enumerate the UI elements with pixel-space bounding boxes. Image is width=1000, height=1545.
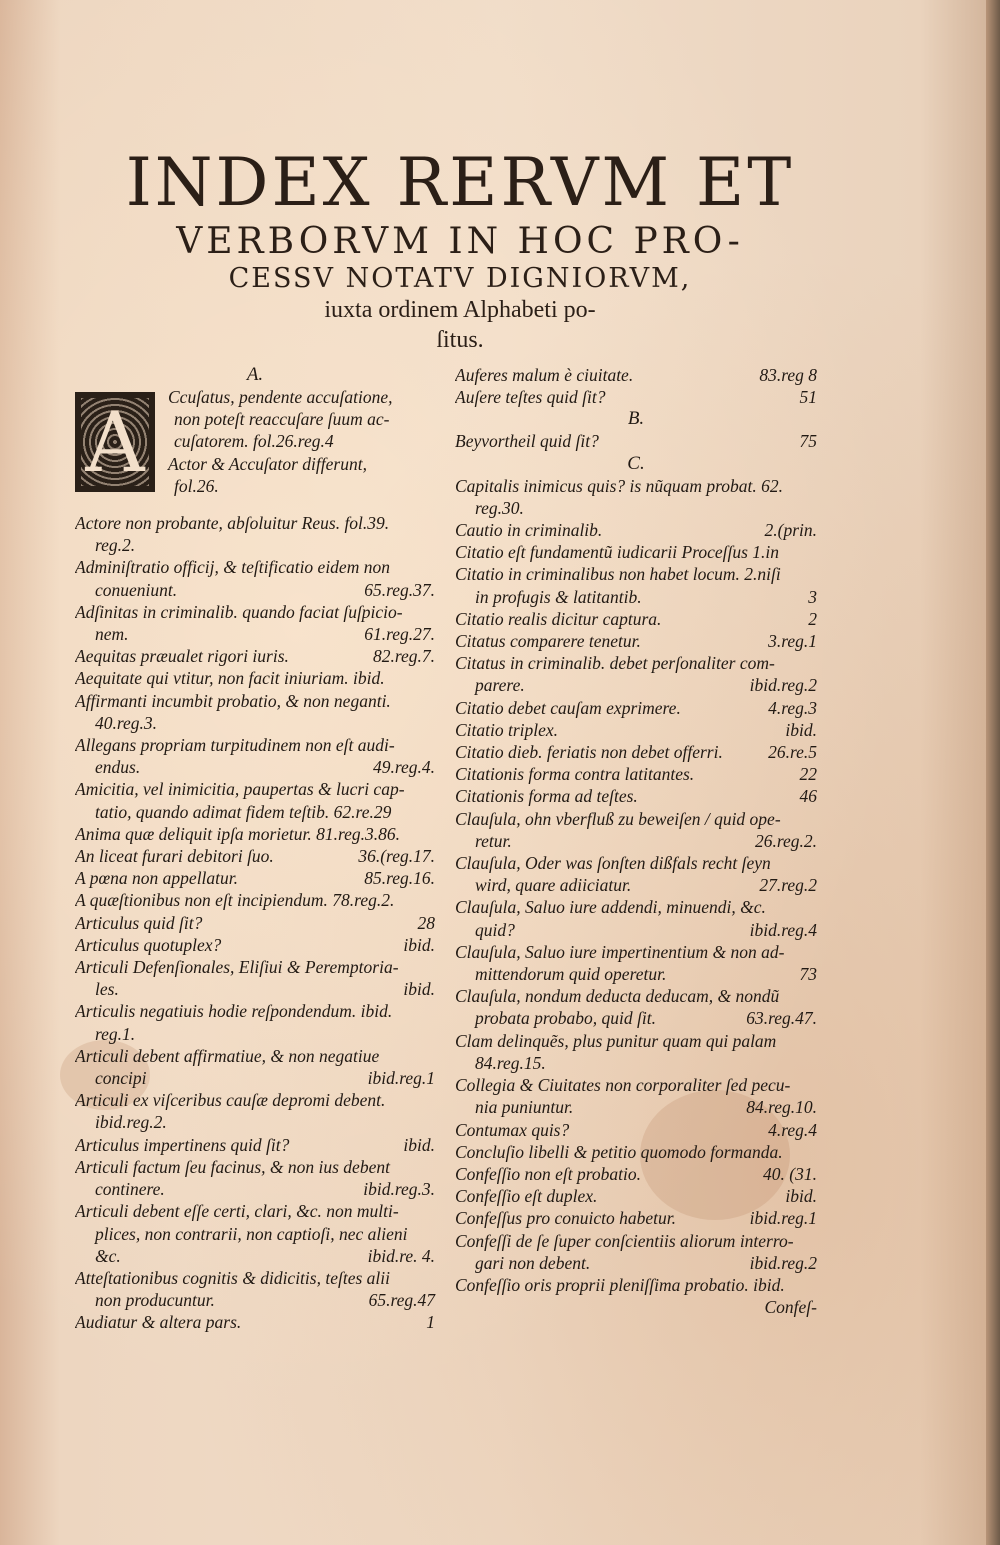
entry-text-line: Adſinitas in criminalib. quando faciat ſuſpicio- [75,601,403,622]
entry-text-line: Articulus quid ſit? [75,912,203,933]
entry-reference: 83.reg 8 [759,365,817,385]
entry-text-line: Concluſio libelli & petitio quomodo formanda. [455,1141,783,1162]
entry-text-line: Allegans propriam turpitudinem non eſt audi- [75,735,395,756]
entry-reference: ibid.reg.1 [367,1068,435,1089]
title-line-2: VERBORVM IN HOC PRO- [176,221,744,262]
left-entries [75,512,435,1334]
entry-reference: 3 [808,586,817,607]
entry-text-line: Articuli factum ſeu facinus, & non ius debent [75,1156,390,1177]
entry-text-line: Articuli debent eſſe certi, clari, &c. non multi- [75,1201,399,1222]
entry-text-line: Clauſula, Saluo iure impertinentium & non ad- [455,941,785,962]
index-entry [75,1267,435,1311]
right-column [455,364,817,1318]
entry-text-line: Auferes malum è ciuitate. [455,365,634,385]
index-entry [455,1230,817,1274]
entry-reference: 3.reg.1 [768,631,817,652]
index-entry [75,556,435,600]
entry-text-line: Citatus comparere tenetur. [455,631,641,652]
entry-reference: 65.reg.47 [368,1290,435,1311]
entry-reference: 40. (31. [763,1163,817,1184]
index-entry [455,364,817,386]
index-entry [455,541,817,563]
intro-text-line: non poteſt reaccuſare ſuum ac- [174,409,390,430]
entry-text-line: reg.30. [475,497,524,518]
entry-text-line: Citatio triplex. [455,719,559,740]
entry-reference: ibid.reg.2 [749,675,817,696]
index-entry [75,645,435,667]
index-entry [455,1141,817,1163]
initial-block [75,386,435,512]
entry-text-line: mittendorum quid operetur. [475,964,667,985]
index-entry [455,1119,817,1141]
index-entry [75,912,435,934]
drop-cap-letter: A [85,396,145,491]
entry-reference: 22 [799,764,817,785]
title-line-5: ſitus. [436,327,484,353]
entry-reference: 4.reg.4 [768,1119,817,1140]
index-entry [455,652,817,696]
entry-text-line: Citationis forma ad teſtes. [455,786,638,807]
entry-text-line: A quæſtionibus non eſt incipiendum. 78.reg.2. [75,890,395,911]
entry-reference: 36.(reg.17. [358,846,435,867]
entry-reference: 2 [808,608,817,629]
entry-text-line: Clam delinquẽs, plus punitur quam qui palam [455,1030,777,1051]
entry-text-line: 40.reg.3. [95,712,158,733]
entry-text-line: ibid.reg.2. [95,1112,167,1133]
entry-text-line: plices, non contrarii, non captioſi, nec alieni [95,1223,408,1244]
entry-text-line: non producuntur. [95,1290,215,1311]
index-entry [75,1000,435,1044]
entry-text-line: gari non debent. [475,1252,591,1273]
entry-reference: ibid. [403,1134,435,1155]
entry-text-line: tatio, quando adimat fidem teſtib. 62.re.29 [95,801,392,822]
entry-text-line: Confeſſio oris proprii pleniſſima probatio. ibid. [455,1274,785,1295]
entry-text-line: Actore non probante, abſoluitur Reus. fol.39. [75,513,390,533]
entry-text-line: Clauſula, nondum deducta deducam, & nondũ [455,986,780,1007]
entry-text-line: retur. [475,830,512,851]
section-letter-a: A. [246,364,264,385]
index-entry [75,512,435,556]
entry-reference: 1 [426,1312,435,1333]
entry-text-line: Citationis forma contra latitantes. [455,764,695,785]
entry-reference: 26.reg.2. [754,830,817,851]
index-entry [75,734,435,778]
index-entry [455,808,817,852]
entry-reference: ibid. [785,719,817,740]
right-entries-a [455,364,817,408]
entry-text-line: probata probabo, quid ſit. [475,1008,657,1029]
index-entry [75,1134,435,1156]
index-entry [455,741,817,763]
entry-text-line: les. [95,979,119,1000]
index-entry [455,896,817,940]
entry-text-line: Articuli Defenſionales, Eliſiui & Peremptoria- [75,957,399,978]
index-entry [455,563,817,607]
index-entry [455,386,817,408]
entry-text-line: Clauſula, Oder was ſonſten dißfals recht ſeyn [455,853,771,874]
index-entry [75,1089,435,1133]
entry-text-line: Articulis negatiuis hodie reſpondendum. ibid. [75,1001,393,1022]
entry-reference: 63.reg.47. [746,1008,817,1029]
index-entry [455,785,817,807]
index-entry [455,852,817,896]
entry-reference: 2.(prin. [764,520,817,541]
entry-text-line: Anima quæ deliquit ipſa morietur. 81.reg.3.86. [75,823,401,844]
index-entry [455,985,817,1029]
entry-text-line: Articulus quotuplex? [75,934,222,955]
index-entry [75,778,435,822]
entry-reference: ibid. [785,1186,817,1207]
entry-text-line: Citatio in criminalibus non habet locum. 2.niſi [455,564,781,585]
entry-text-line: Confeſſio non eſt probatio. [455,1163,642,1184]
entry-reference: 82.reg.7. [372,646,435,667]
entry-text-line: Citatio debet cauſam exprimere. [455,697,681,718]
entry-text-line: Citatio realis dicitur captura. [455,608,662,629]
right-entries-c [455,475,817,1297]
entry-reference: 75 [799,431,817,452]
index-entry [455,1274,817,1296]
entry-reference: 85.reg.16. [364,868,435,889]
intro-entry [168,386,435,497]
entry-text-line: 84.reg.15. [475,1052,546,1073]
intro-text-line: Ccuſatus, pendente accuſatione, [168,387,393,407]
entry-text-line: Clauſula, ohn vberfluß zu beweiſen / quid ope- [455,808,781,829]
entry-reference: ibid.reg.4 [749,919,817,940]
index-entry [455,630,817,652]
entry-reference: 73 [799,964,817,985]
entry-text-line: Cautio in criminalib. [455,520,603,541]
entry-text-line: in profugis & latitantib. [475,586,642,607]
index-entry [75,1200,435,1267]
index-entry [455,763,817,785]
index-entry [455,475,817,519]
page-edge [986,0,1000,1545]
index-entry [455,1030,817,1074]
decorated-initial [75,392,155,492]
entry-text-line: Clauſula, Saluo iure addendi, minuendi, &c. [455,897,766,918]
index-entry [455,719,817,741]
entry-text-line: nia puniuntur. [475,1097,574,1118]
entry-text-line: nem. [95,624,129,645]
catchword: Confeſ- [764,1296,817,1317]
entry-text-line: wird, quare adiiciatur. [475,875,632,896]
catchword-row [455,1296,817,1318]
title-line-3: CESSV NOTATV DIGNIORVM, [228,263,692,294]
entry-reference: ibid.re. 4. [367,1245,435,1266]
title-line-1: INDEX RERVM ET [125,144,795,221]
index-entry [75,601,435,645]
entry-text-line: Auſere teſtes quid ſit? [455,387,606,408]
entry-text-line: Contumax quis? [455,1119,570,1140]
entry-text-line: Confeſſi de ſe ſuper conſcientiis aliorum interro- [455,1230,794,1251]
index-entry [75,1045,435,1089]
entry-reference: 28 [417,912,435,933]
entry-text-line: Adminiſtratio officij, & teſtificatio eidem non [75,557,390,578]
entry-text-line: Affirmanti incumbit probatio, & non neganti. [75,690,391,711]
index-entry [75,1311,435,1333]
entry-text-line: Atteſtationibus cognitis & didicitis, teſtes alii [75,1267,390,1288]
index-entry [75,889,435,911]
entry-text-line: Confeſſus pro conuicto habetur. [455,1208,677,1229]
entry-text-line: conueniunt. [95,579,178,600]
entry-text-line: Collegia & Ciuitates non corporaliter ſed pecu- [455,1075,791,1096]
index-entry [455,519,817,541]
entry-text-line: endus. [95,757,141,778]
index-entry [455,1163,817,1185]
index-entry [455,1207,817,1229]
entry-text-line: concipi [95,1068,147,1089]
entry-reference: 84.reg.10. [746,1097,817,1118]
index-entry [75,845,435,867]
index-entry [75,867,435,889]
entry-text-line: Confeſſio eſt duplex. [455,1186,598,1207]
entry-text-line: Aequitas præualet rigori iuris. [75,646,289,667]
entry-reference: ibid.reg.2 [749,1252,817,1273]
entry-text-line: Beyvortheil quid ſit? [455,431,599,452]
entry-text-line: Amicitia, vel inimicitia, paupertas & lucri cap- [75,779,405,800]
entry-reference: 49.reg.4. [372,757,435,778]
index-entry [455,941,817,985]
entry-text-line: quid? [475,919,515,940]
entry-text-line: A pœna non appellatur. [75,868,239,889]
entry-reference: ibid. [403,979,435,1000]
intro-text-line: fol.26. [174,475,219,496]
entry-text-line: reg.1. [95,1023,136,1044]
entry-reference: ibid.reg.1 [749,1208,817,1229]
entry-text-line: Citatio eſt fundamentũ iudicarii Proceſſus 1.in [455,542,780,563]
index-entry [75,1156,435,1200]
entry-text-line: reg.2. [95,535,136,556]
entry-text-line: Articuli debent affirmatiue, & non negatiue [75,1045,380,1066]
index-entry [75,823,435,845]
entry-text-line: Articuli ex viſceribus cauſæ depromi debent. [75,1090,386,1111]
entry-text-line: parere. [475,675,525,696]
index-entry [455,608,817,630]
entry-text-line: Citatus in criminalib. debet perſonaliter com- [455,653,775,674]
entry-text-line: Capitalis inimicus quis? is nũquam probat. 62. [455,475,783,496]
entry-text-line: Aequitate qui vtitur, non facit iniuriam. ibid. [75,668,385,689]
title-line-4: iuxta ordinem Alphabeti po- [324,297,596,323]
index-entry [455,697,817,719]
entry-text-line: Citatio dieb. feriatis non debet offerri. [455,742,723,763]
entry-text-line: An liceat furari debitori ſuo. [75,846,274,867]
index-entry [75,690,435,734]
entry-reference: 27.reg.2 [759,875,817,896]
entry-reference: 65.reg.37. [364,579,435,600]
entry-reference: ibid. [403,934,435,955]
right-entries-b [455,430,817,452]
section-letter-c: C. [627,452,645,474]
entry-reference: 4.reg.3 [768,697,817,718]
section-letter-b: B. [627,408,645,430]
intro-text-line: cuſatorem. fol.26.reg.4 [174,431,334,452]
entry-reference: ibid.reg.3. [363,1179,435,1200]
entry-reference: 61.reg.27. [364,624,435,645]
index-entry [75,934,435,956]
index-title [60,145,860,355]
left-column [75,364,435,1334]
index-entry [455,1074,817,1118]
entry-text-line: Audiatur & altera pars. [75,1312,242,1333]
entry-reference: 51 [799,387,817,408]
index-entry [455,430,817,452]
entry-reference: 26.re.5 [768,742,817,763]
entry-text-line: Articulus impertinens quid ſit? [75,1134,290,1155]
intro-text-line: Actor & Accuſator differunt, [168,453,367,474]
index-entry [455,1185,817,1207]
entry-text-line: &c. [95,1245,121,1266]
index-entry [75,667,435,689]
index-entry [75,956,435,1000]
entry-reference: 46 [799,786,817,807]
entry-text-line: continere. [95,1179,165,1200]
